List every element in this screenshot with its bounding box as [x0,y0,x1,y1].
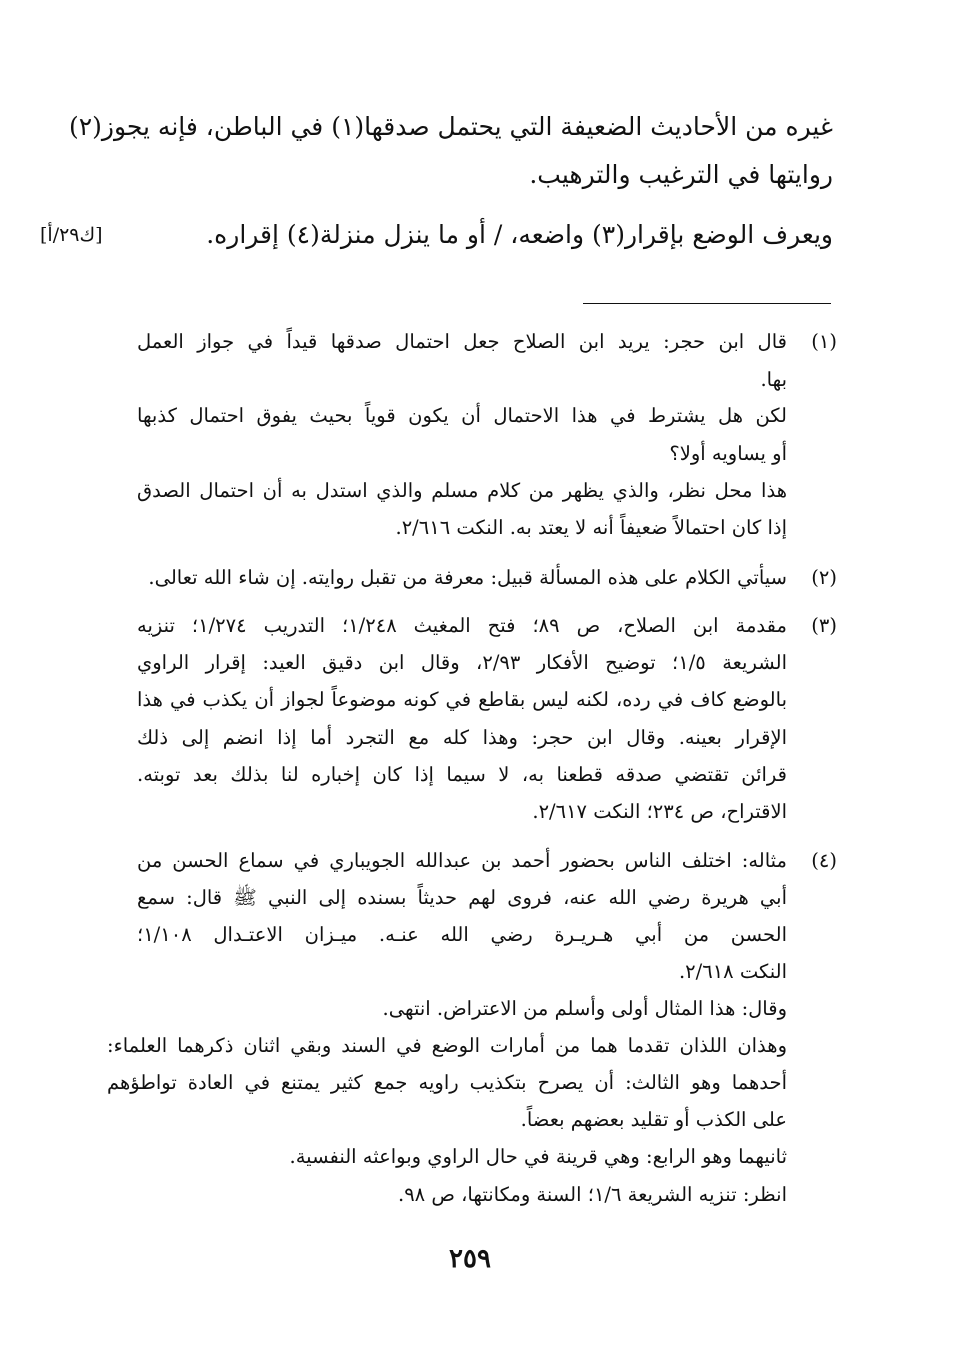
footnote-4-line: أبي هريرة رضي الله عنه، فروى لهم حديثاً بسنده إلى النبي ﷺ قال: سمع [137,886,787,909]
footnote-3-number: (٣) [811,614,837,637]
footnote-1-line: بها. [760,368,787,391]
main-text-line-3: ويعرف الوضع بإقرار(٣) واضعه، / أو ما ينزل منزلة(٤) إقراره. [206,220,833,249]
main-text-line-2: روايتها في الترغيب والترهيب. [529,160,833,189]
footnote-3-line: الإقرار بعينه. وقال ابن حجر: وهذا كله مع التجرد أما إذا انضم إلى ذلك [137,726,787,749]
footnote-2-line: سيأتي الكلام على هذه المسألة قبيل: معرفة من تقبل روايته. إن شاء الله تعالى. [148,566,787,589]
page-number: ٢٥٩ [449,1244,491,1274]
footnote-1-line: قال ابن حجر: يريد ابن الصلاح جعل احتمال صدقها قيداً في جواز العمل [137,330,787,353]
footnote-3-line: الاقتراح، ص ٢٣٤؛ النكت ٢/٦١٧. [532,800,787,823]
footnote-3-line: الشريعة ١/٥؛ توضيح الأفكار ٢/٩٣، وقال ابن دقيق العيد: إقرار الراوي [137,651,787,674]
main-text-line-1: غيره من الأحاديث الضعيفة التي يحتمل صدقها(١) في الباطن، فإنه يجوز(٢) [68,112,833,141]
footnote-4-line: وقال: هذا المثال أولى وأسلم من الاعتراض. انتهى. [382,997,787,1020]
footnote-4-line: مثاله: اختلف الناس بحضور أحمد بن عبدالله الجويباري في سماع الحسن من [137,849,787,872]
manuscript-folio-note: [ك٢٩/أ] [40,224,103,246]
footnote-1-line: هذا محل نظر، والذي يظهر من كلام مسلم والذي استدل به أن احتمال الصدق [137,479,787,502]
footnote-2-number: (٢) [811,566,837,589]
footnote-4-line: انظر: تنزيه الشريعة ١/٦؛ السنة ومكانتها، ص ٩٨. [398,1183,787,1206]
footnote-1-number: (١) [811,330,837,353]
footnote-4-line: ثانيهما وهو الرابع: وهي قرينة في حال الراوي وبواعثه النفسية. [289,1145,787,1168]
footnote-4-line: النكت ٢/٦١٨. [678,960,787,983]
footnote-4-number: (٤) [811,849,837,872]
footnote-4-line: وهذان اللذان تقدما هما من أمارات الوضع في السند وبقي اثنان ذكرهما العلماء: [107,1034,787,1057]
footnote-4-line: على الكذب أو تقليد بعضهم بعضاً. [520,1108,787,1131]
footnote-3-line: بالوضع كاف في رده، لكنه ليس بقاطع في كونه موضوعاً لجواز أن يكذب في هذا [137,688,787,711]
footnote-1-line: أو يساويه أولا؟ [669,442,787,465]
footnote-3-line: قرائن تقتضي صدقه قطعنا به، لا سيما إذا كان إخباره لنا بذلك بعد توبته. [137,763,787,786]
footnote-separator [583,303,831,304]
footnote-1-line: إذا كان احتمالاً ضعيفاً أنه لا يعتد به. النكت ٢/٦١٦. [395,516,787,539]
footnote-3-line: مقدمة ابن الصلاح، ص ٨٩؛ فتح المغيث ١/٢٤٨؛ التدريب ١/٢٧٤؛ تنزيه [137,614,787,637]
footnote-1-line: لكن هل يشترط في هذا الاحتمال أن يكون قوياً بحيث يفوق احتمال كذبها [137,404,787,427]
footnote-4-line: الحسن من أبي هـريـرة رضي الله عنـه. ميـزان الاعتـدال ١/١٠٨؛ [137,923,787,946]
footnote-4-line: أحدهما وهو الثالث: أن يصرح بتكذيب راويه جمع كثير يمتنع في العادة تواطؤهم [107,1071,787,1094]
